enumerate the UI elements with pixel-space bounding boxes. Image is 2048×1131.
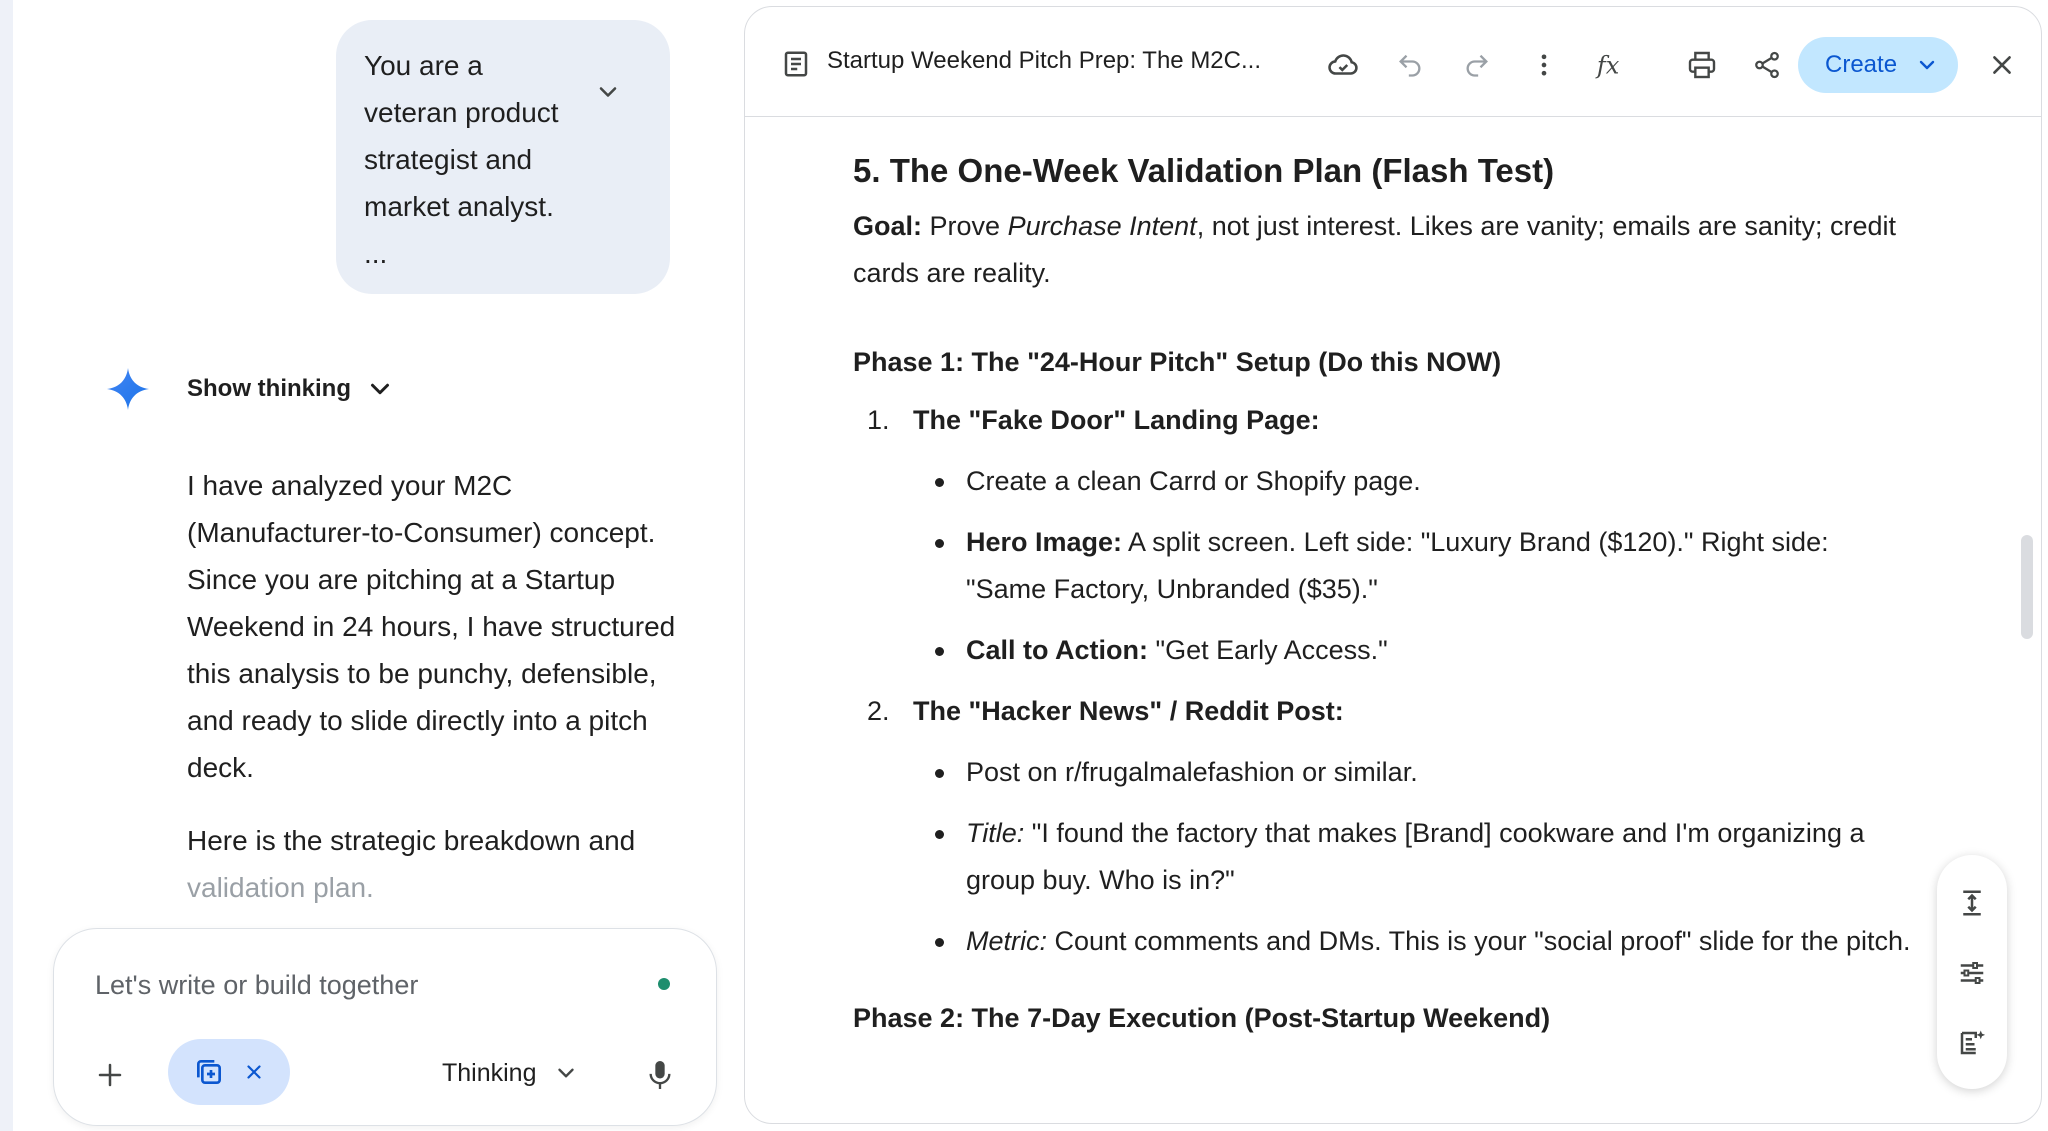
bullet-label: Hero Image: [966,527,1123,557]
close-icon[interactable] [243,1061,265,1083]
bullet-text: Post on r/frugalmalefashion or similar. [966,757,1418,787]
close-icon [1989,52,2015,78]
show-thinking-toggle[interactable] [187,372,395,406]
status-dot [658,978,670,990]
close-panel-button[interactable] [1982,45,2022,85]
chat-panel [13,0,735,1131]
goal-post: , not just interest. Likes are vanity; emails are sanity; credit cards are reality. [853,211,1896,288]
suggest-edits-button[interactable] [1952,1023,1992,1063]
redo-button[interactable] [1457,45,1497,85]
share-button[interactable] [1747,45,1787,85]
edit-note-sparkle-icon [1957,1028,1987,1058]
bullet-item [853,810,1913,904]
chevron-down-icon [1915,53,1939,77]
list-number: 1. [867,405,890,435]
document-title: Startup Weekend Pitch Prep: The M2C... [827,47,1261,74]
chevron-down-icon [553,1060,579,1086]
plus-icon [95,1060,125,1090]
document-body[interactable] [853,147,1913,1053]
goal-label: Goal: [853,211,923,241]
response-paragraph-fading [187,817,687,911]
canvas-tool-chip[interactable] [168,1039,290,1105]
bullet-label: Title: [966,818,1025,848]
cloud-save-button[interactable] [1323,45,1363,85]
adjust-length-button[interactable] [1952,883,1992,923]
goal-emphasis: Purchase Intent [1007,211,1197,241]
response-paragraph: I have analyzed your M2C (Manufacturer-to-Consumer) concept. Since you are pitching at a Startup Weekend in 24 hours, I have structured this analysis to be punchy, defensible, and ready to slide directly into a pitch deck. [187,470,676,783]
print-button[interactable] [1682,45,1722,85]
svg-text:fx: fx [1596,51,1620,80]
bullet-list [853,458,1913,674]
add-button[interactable] [90,1055,130,1095]
document-icon [781,49,811,79]
bullet-label: Call to Action: [966,635,1148,665]
tune-icon [1957,958,1987,988]
canvas-document-panel [744,6,2042,1124]
floating-tools [1937,855,2007,1089]
formula-button[interactable] [1591,45,1631,85]
chevron-down-icon [365,374,395,404]
bullet-text: Count comments and DMs. This is your "social proof" slide for the pitch. [1047,926,1911,956]
mode-label: Thinking [442,1058,537,1087]
bullet-label: Metric: [966,926,1047,956]
bullet-text: "I found the factory that makes [Brand] cookware and I'm organizing a group buy. Who is in?" [966,818,1865,895]
bullet-item [853,458,1913,505]
create-button[interactable] [1798,37,1958,93]
bullet-item [853,627,1913,674]
microphone-icon [646,1058,674,1092]
cloud-done-icon [1326,48,1360,82]
model-mode-select[interactable] [442,1051,579,1095]
bullet-text: "Get Early Access." [1148,635,1388,665]
bullet-item [853,749,1913,796]
goal-pre: Prove [922,211,1008,241]
prompt-input[interactable] [95,965,615,1005]
list-item [853,688,1913,735]
bullet-text: A split screen. Left side: "Luxury Brand ($120)." Right side: "Same Factory, Unbranded ($35)." [966,527,1829,604]
bullet-text: Create a clean Carrd or Shopify page. [966,466,1421,496]
list-number: 2. [867,696,890,726]
user-prompt-text: You are a veteran product strategist and market analyst. ... [364,50,559,269]
redo-icon [1463,51,1491,79]
more-options-button[interactable] [1524,45,1564,85]
phase1-heading: Phase 1: The "24-Hour Pitch" Setup (Do this NOW) [853,347,1502,377]
bullet-list [853,749,1913,965]
bullet-item [853,519,1913,613]
section-heading: 5. The One-Week Validation Plan (Flash Test) [853,152,1555,189]
show-thinking-label: Show thinking [187,375,351,402]
reading-level-button[interactable] [1952,953,1992,993]
fx-icon [1594,48,1628,82]
bullet-item [853,918,1913,965]
print-icon [1686,49,1718,81]
list-item-title: The "Hacker News" / Reddit Post: [913,696,1344,726]
share-icon [1752,50,1782,80]
list-item-title: The "Fake Door" Landing Page: [913,405,1320,435]
gemini-sparkle-icon [105,366,151,412]
chevron-down-icon[interactable] [594,78,622,106]
undo-button[interactable] [1390,45,1430,85]
more-vert-icon [1530,51,1558,79]
microphone-button[interactable] [640,1053,680,1097]
create-label: Create [1825,51,1898,78]
scrollbar-thumb[interactable] [2021,535,2033,639]
model-response [187,462,687,937]
response-fade-end: validation plan. [187,872,374,903]
goal-paragraph [853,203,1913,297]
canvas-copy-icon [193,1056,225,1088]
prompt-composer [53,928,717,1126]
expand-vertical-icon [1957,888,1987,918]
undo-icon [1396,51,1424,79]
document-toolbar [745,7,2041,117]
left-sidebar-strip [0,0,13,1131]
phase2-heading: Phase 2: The 7-Day Execution (Post-Startup Weekend) [853,1003,1551,1033]
user-prompt-bubble[interactable] [336,20,670,294]
response-fade-start: Here is the strategic breakdown and [187,825,636,856]
list-item [853,397,1913,444]
